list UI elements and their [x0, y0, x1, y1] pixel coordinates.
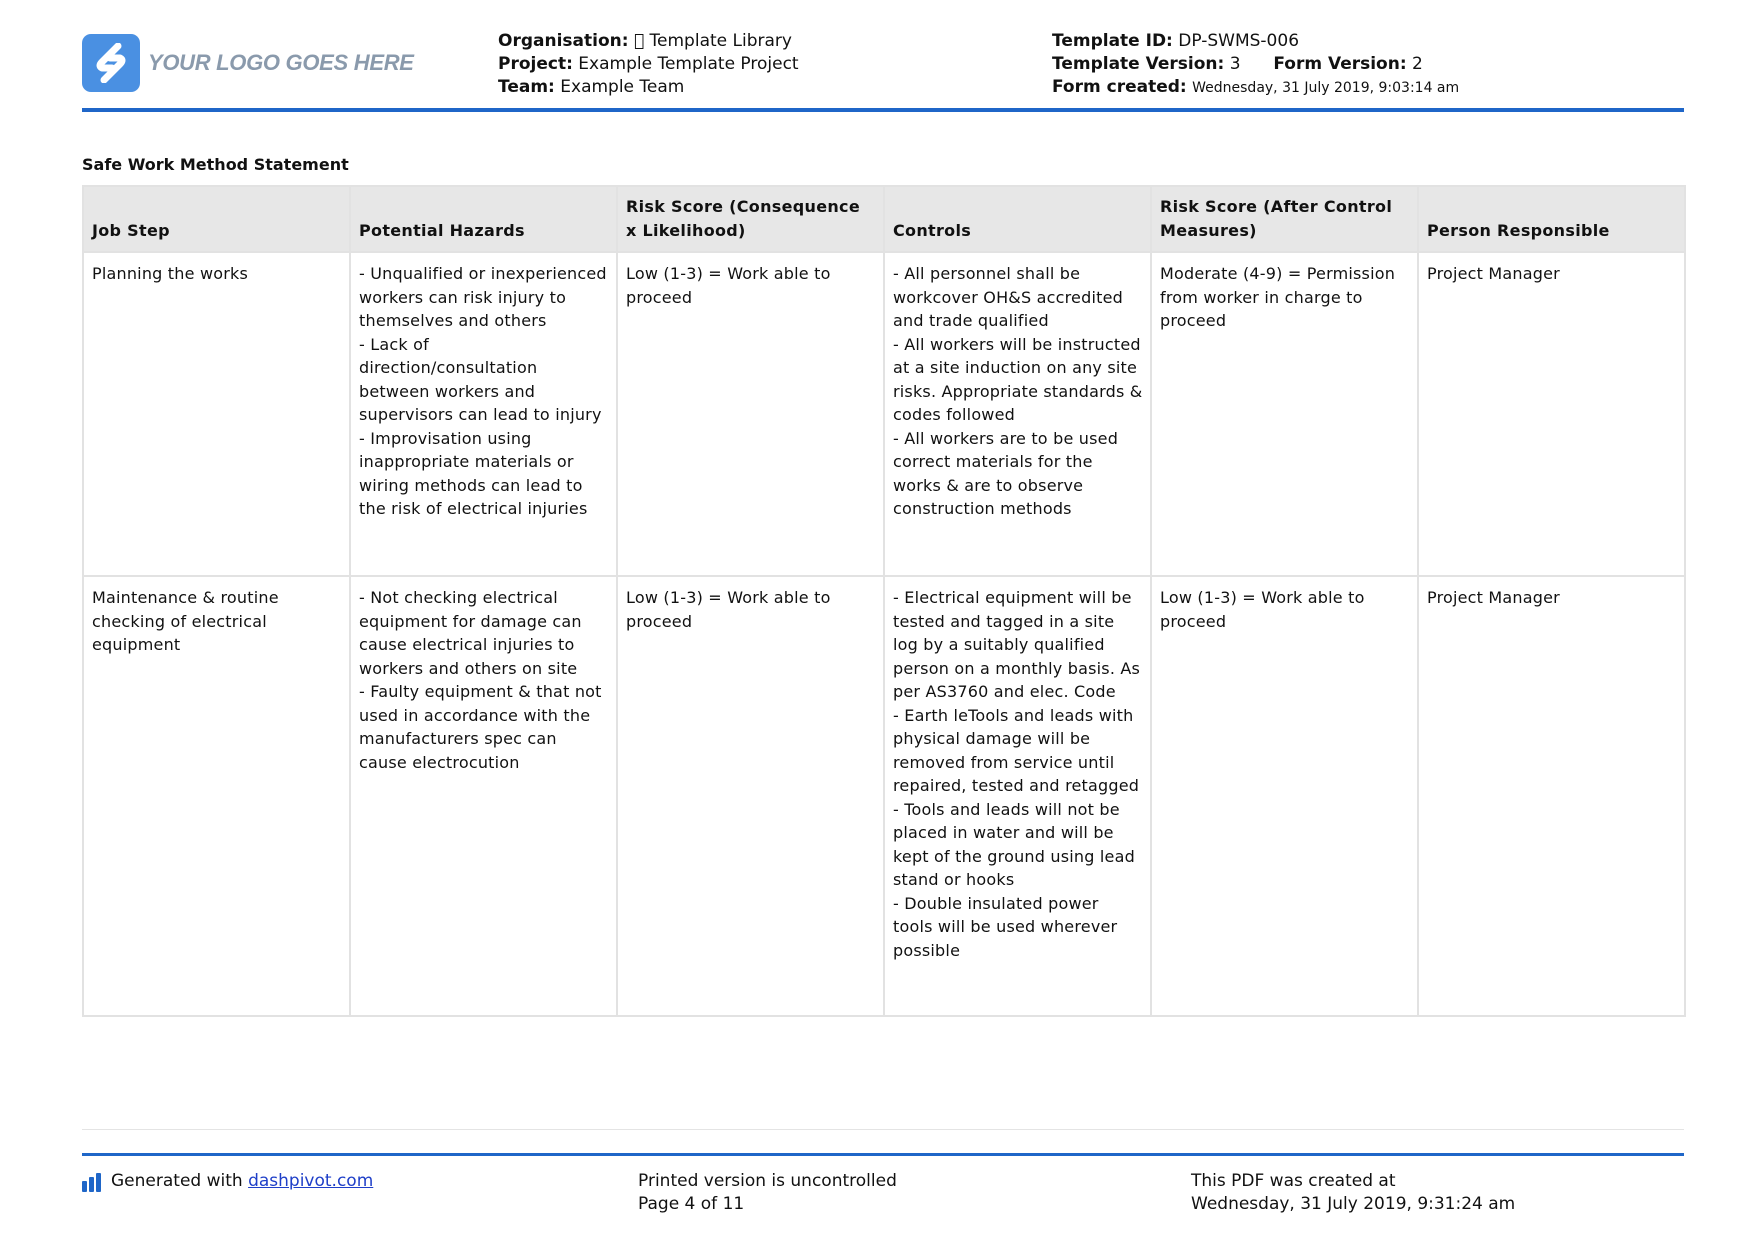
person-responsible-cell: Project Manager: [1418, 252, 1685, 576]
form-created-value: Wednesday, 31 July 2019, 9:03:14 am: [1192, 80, 1460, 96]
table-header-row: [83, 186, 1685, 252]
hazard-item: - Faulty equipment & that not used in accordance with the manufacturers spec can cause electrocution: [359, 682, 602, 772]
project-label: Project:: [498, 54, 573, 74]
organisation-line: [498, 30, 799, 53]
hazard-item: - Lack of direction/consultation between workers and supervisors can lead to injury: [359, 334, 602, 424]
footer-divider: [82, 1153, 1684, 1156]
generated-with-text: Generated with: [111, 1171, 243, 1191]
pdf-created-label: This PDF was created at: [1191, 1171, 1396, 1191]
organisation-label: Organisation:: [498, 31, 629, 51]
swms-table: [82, 185, 1686, 1017]
project-line: [498, 53, 799, 76]
controls-cell: [884, 252, 1151, 576]
page-number: Page 4 of 11: [638, 1194, 745, 1214]
dashpivot-bars-icon: [82, 1172, 103, 1192]
template-version-label: Template Version:: [1052, 54, 1225, 74]
print-info: [638, 1170, 897, 1216]
control-item: - Earth leTools and leads with physical damage will be removed from service until repaired, tested and retagged: [893, 705, 1140, 795]
form-version-value: 2: [1412, 54, 1423, 74]
control-item: - All personnel shall be workcover OH&S accredited and trade qualified: [893, 264, 1123, 330]
control-item: - Double insulated power tools will be used wherever possible: [893, 893, 1118, 960]
control-item: - Tools and leads will not be placed in water and will be kept of the ground using lead stand or hooks: [893, 799, 1135, 889]
column-header: Risk Score (Consequence x Likelihood): [617, 186, 884, 252]
table-row: [83, 252, 1685, 576]
hazard-item: - Not checking electrical equipment for damage can cause electrical injuries to workers and others on site: [359, 588, 582, 678]
template-version-value: 3: [1229, 54, 1241, 74]
footer-thin-divider: [82, 1129, 1684, 1130]
control-item: - All workers are to be used correct materials for the works & are to observe construction methods: [893, 428, 1119, 518]
dashpivot-link[interactable]: dashpivot.com: [248, 1171, 374, 1191]
version-line: [1052, 53, 1459, 76]
generated-with: [82, 1170, 373, 1193]
column-header: Risk Score (After Control Measures): [1151, 186, 1418, 252]
company-logo: [82, 34, 414, 92]
hazard-item: - Improvisation using inappropriate materials or wiring methods can lead to the risk of electrical injuries: [359, 428, 588, 518]
team-line: [498, 76, 799, 99]
page-header: [82, 30, 1684, 110]
form-created-label: Form created:: [1052, 77, 1187, 97]
printed-notice: Printed version is uncontrolled: [638, 1171, 897, 1191]
project-value: Example Template Project: [578, 54, 799, 74]
risk-score-cell: Low (1-3) = Work able to proceed: [617, 252, 884, 576]
organisation-value: Template Library: [633, 31, 777, 51]
logo-icon: [82, 34, 140, 92]
risk-score-cell: Low (1-3) = Work able to proceed: [617, 576, 884, 1016]
risk-after-cell: Moderate (4-9) = Permission from worker in charge to proceed: [1151, 252, 1418, 576]
logo-text: YOUR LOGO GOES HERE: [148, 50, 414, 75]
column-header: Potential Hazards: [350, 186, 617, 252]
hazards-cell: [350, 576, 617, 1016]
job-step-cell: Planning the works: [83, 252, 350, 576]
control-item: - All workers will be instructed at a site induction on any site risks. Appropriate standards & codes followed: [893, 334, 1143, 424]
template-id-line: [1052, 30, 1459, 53]
team-value: Example Team: [560, 77, 685, 97]
form-version-label: Form Version:: [1273, 54, 1407, 74]
hazards-cell: [350, 252, 617, 576]
hazard-item: - Unqualified or inexperienced workers can risk injury to themselves and others: [359, 264, 607, 330]
pdf-created-value: Wednesday, 31 July 2019, 9:31:24 am: [1191, 1194, 1516, 1214]
form-created-line: [1052, 76, 1459, 100]
document-page: [82, 0, 1684, 1239]
column-header: Controls: [884, 186, 1151, 252]
header-project-info: [498, 30, 799, 99]
column-header: Job Step: [83, 186, 350, 252]
risk-after-cell: Low (1-3) = Work able to proceed: [1151, 576, 1418, 1016]
table-row: [83, 576, 1685, 1016]
control-item: - Electrical equipment will be tested and tagged in a site log by a suitably qualified person on a monthly basis. As per AS3760 and elec. Code: [893, 588, 1141, 701]
template-id-label: Template ID:: [1052, 31, 1173, 51]
person-responsible-cell: Project Manager: [1418, 576, 1685, 1016]
header-template-info: [1052, 30, 1459, 100]
team-label: Team:: [498, 77, 555, 97]
template-id-value: DP-SWMS-006: [1178, 31, 1300, 51]
column-header: Person Responsible: [1418, 186, 1685, 252]
document-title: Safe Work Method Statement: [82, 155, 349, 174]
pdf-created-info: [1191, 1170, 1515, 1216]
job-step-cell: Maintenance & routine checking of electrical equipment: [83, 576, 350, 1016]
controls-cell: [884, 576, 1151, 1016]
header-divider: [82, 108, 1684, 112]
